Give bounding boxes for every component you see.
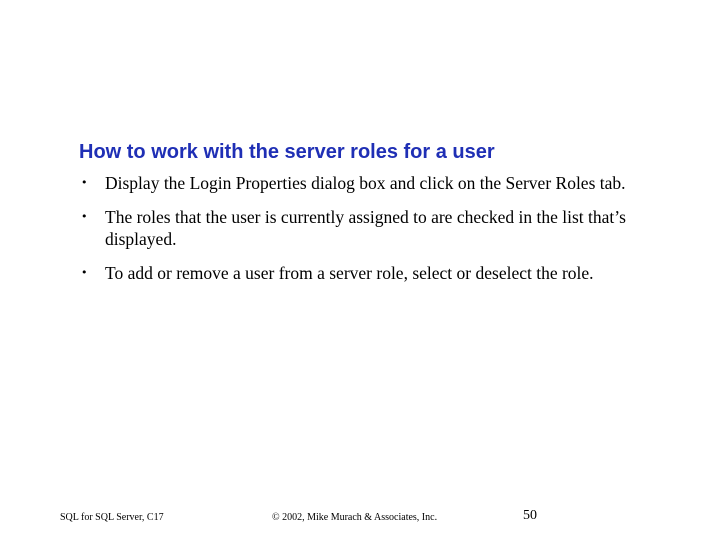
bullet-text: To add or remove a user from a server role, select or deselect the role. <box>105 263 594 283</box>
bullet-item <box>79 206 639 250</box>
bullet-item <box>79 172 639 194</box>
footer-copyright: © 2002, Mike Murach & Associates, Inc. <box>272 512 438 523</box>
bullet-icon: • <box>81 176 88 189</box>
slide-title: How to work with the server roles for a user <box>79 141 495 163</box>
bullet-item <box>79 262 639 284</box>
bullet-text: Display the Login Properties dialog box and click on the Server Roles tab. <box>105 173 626 193</box>
bullet-list <box>79 172 639 296</box>
footer-course-label: SQL for SQL Server, C17 <box>60 512 164 523</box>
bullet-icon: • <box>81 210 88 223</box>
bullet-icon: • <box>81 266 88 279</box>
page-number: 50 <box>523 508 537 523</box>
bullet-text: The roles that the user is currently assigned to are checked in the list that’s displayed. <box>105 207 626 249</box>
